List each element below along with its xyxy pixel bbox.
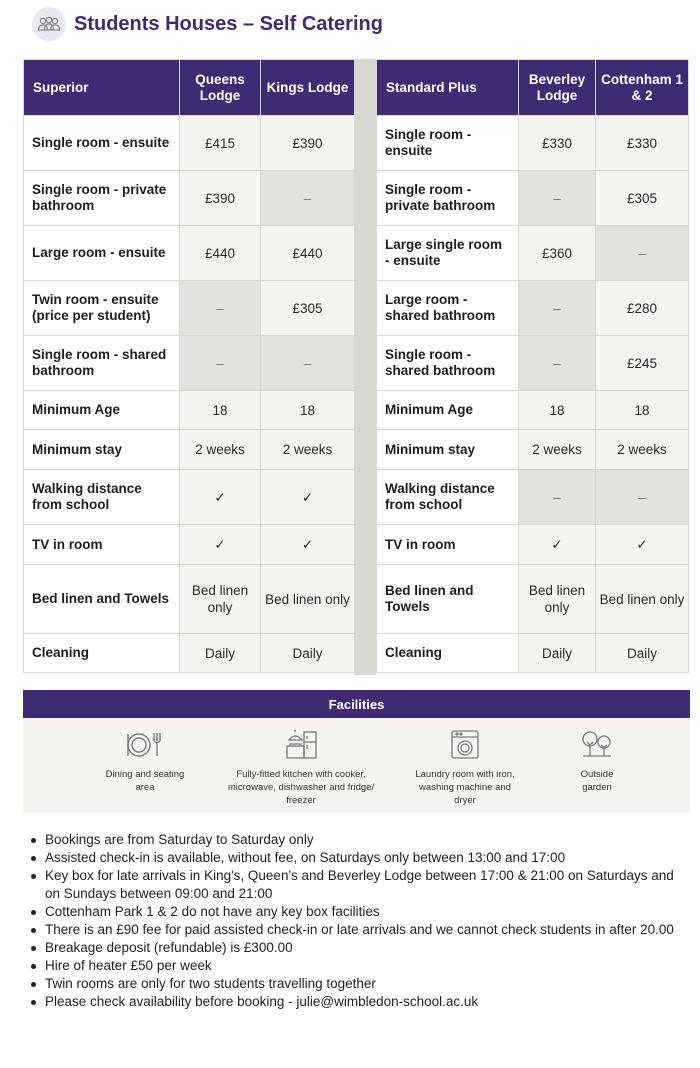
table-row: Single room - private bathroom £390 – [24,171,355,226]
facility-laundry: Laundry room with iron, washing machine and dryer [415,728,515,807]
standard-plus-header: Standard Plus [377,60,519,116]
group-people-icon [32,7,66,41]
facility-garden: Outside garden [557,728,637,794]
facilities-panel [23,718,690,813]
list-item: Assisted check-in is available, without fee, on Saturdays only between 13:00 and 17:00 [27,849,677,867]
kitchen-icon [284,728,318,760]
cottenham-header: Cottenham 1 & 2 [596,60,689,116]
laundry-icon [448,728,482,760]
facilities-header: Facilities [23,690,690,718]
table-divider [354,59,376,675]
page-title: Students Houses – Self Catering [74,12,383,35]
table-row: Large room - shared bathroom – £280 [377,281,689,336]
page-header [32,6,383,42]
table-row: Walking distance from school ✓ ✓ [24,470,355,525]
kings-lodge-header: Kings Lodge [261,60,355,116]
table-row: Bed linen and Towels Bed linen only Bed linen only [24,565,355,634]
list-item: Hire of heater £50 per week [27,957,677,975]
list-item: Breakage deposit (refundable) is £300.00 [27,939,677,957]
table-row: Large single room - ensuite £360 – [377,226,689,281]
beverley-lodge-header: Beverley Lodge [519,60,596,116]
table-row: Bed linen and Towels Bed linen only Bed linen only [377,565,689,634]
table-row: Minimum stay 2 weeks 2 weeks [24,430,355,470]
garden-icon [579,728,615,760]
booking-notes [27,831,677,1011]
table-row: Minimum stay 2 weeks 2 weeks [377,430,689,470]
facility-kitchen: Fully-fitted kitchen with cooker, microwave, dishwasher and fridge/ freezer [226,728,376,807]
superior-table [23,59,355,673]
dining-icon [125,728,165,760]
facility-dining: Dining and seating area [85,728,205,794]
list-item: Twin rooms are only for two students travelling together [27,975,677,993]
list-item: There is an £90 fee for paid assisted check-in or late arrivals and we cannot check students in after 20.00 [27,921,677,939]
table-row: Single room - shared bathroom – – [24,336,355,391]
table-row: Minimum Age 18 18 [24,391,355,430]
standard-plus-table [376,59,689,673]
table-row: Twin room - ensuite (price per student) – £305 [24,281,355,336]
table-row: Single room - ensuite £415 £390 [24,116,355,171]
table-row: TV in room ✓ ✓ [24,525,355,565]
table-row: Single room - private bathroom – £305 [377,171,689,226]
queens-lodge-header: Queens Lodge [180,60,261,116]
list-item: Cottenham Park 1 & 2 do not have any key box facilities [27,903,677,921]
table-row: Cleaning Daily Daily [377,634,689,673]
table-row: Cleaning Daily Daily [24,634,355,673]
list-item: Key box for late arrivals in King's, Queen's and Beverley Lodge between 17:00 & 21:00 on Saturdays and on Sundays between 09:00 and 21:00 [27,867,677,903]
list-item: Please check availability before booking - julie@wimbledon-school.ac.uk [27,993,677,1011]
superior-header: Superior [24,60,180,116]
table-row: Walking distance from school – – [377,470,689,525]
table-row: Minimum Age 18 18 [377,391,689,430]
list-item: Bookings are from Saturday to Saturday only [27,831,677,849]
table-row: Single room - shared bathroom – £245 [377,336,689,391]
table-row: Large room - ensuite £440 £440 [24,226,355,281]
table-row: TV in room ✓ ✓ [377,525,689,565]
table-row: Single room - ensuite £330 £330 [377,116,689,171]
